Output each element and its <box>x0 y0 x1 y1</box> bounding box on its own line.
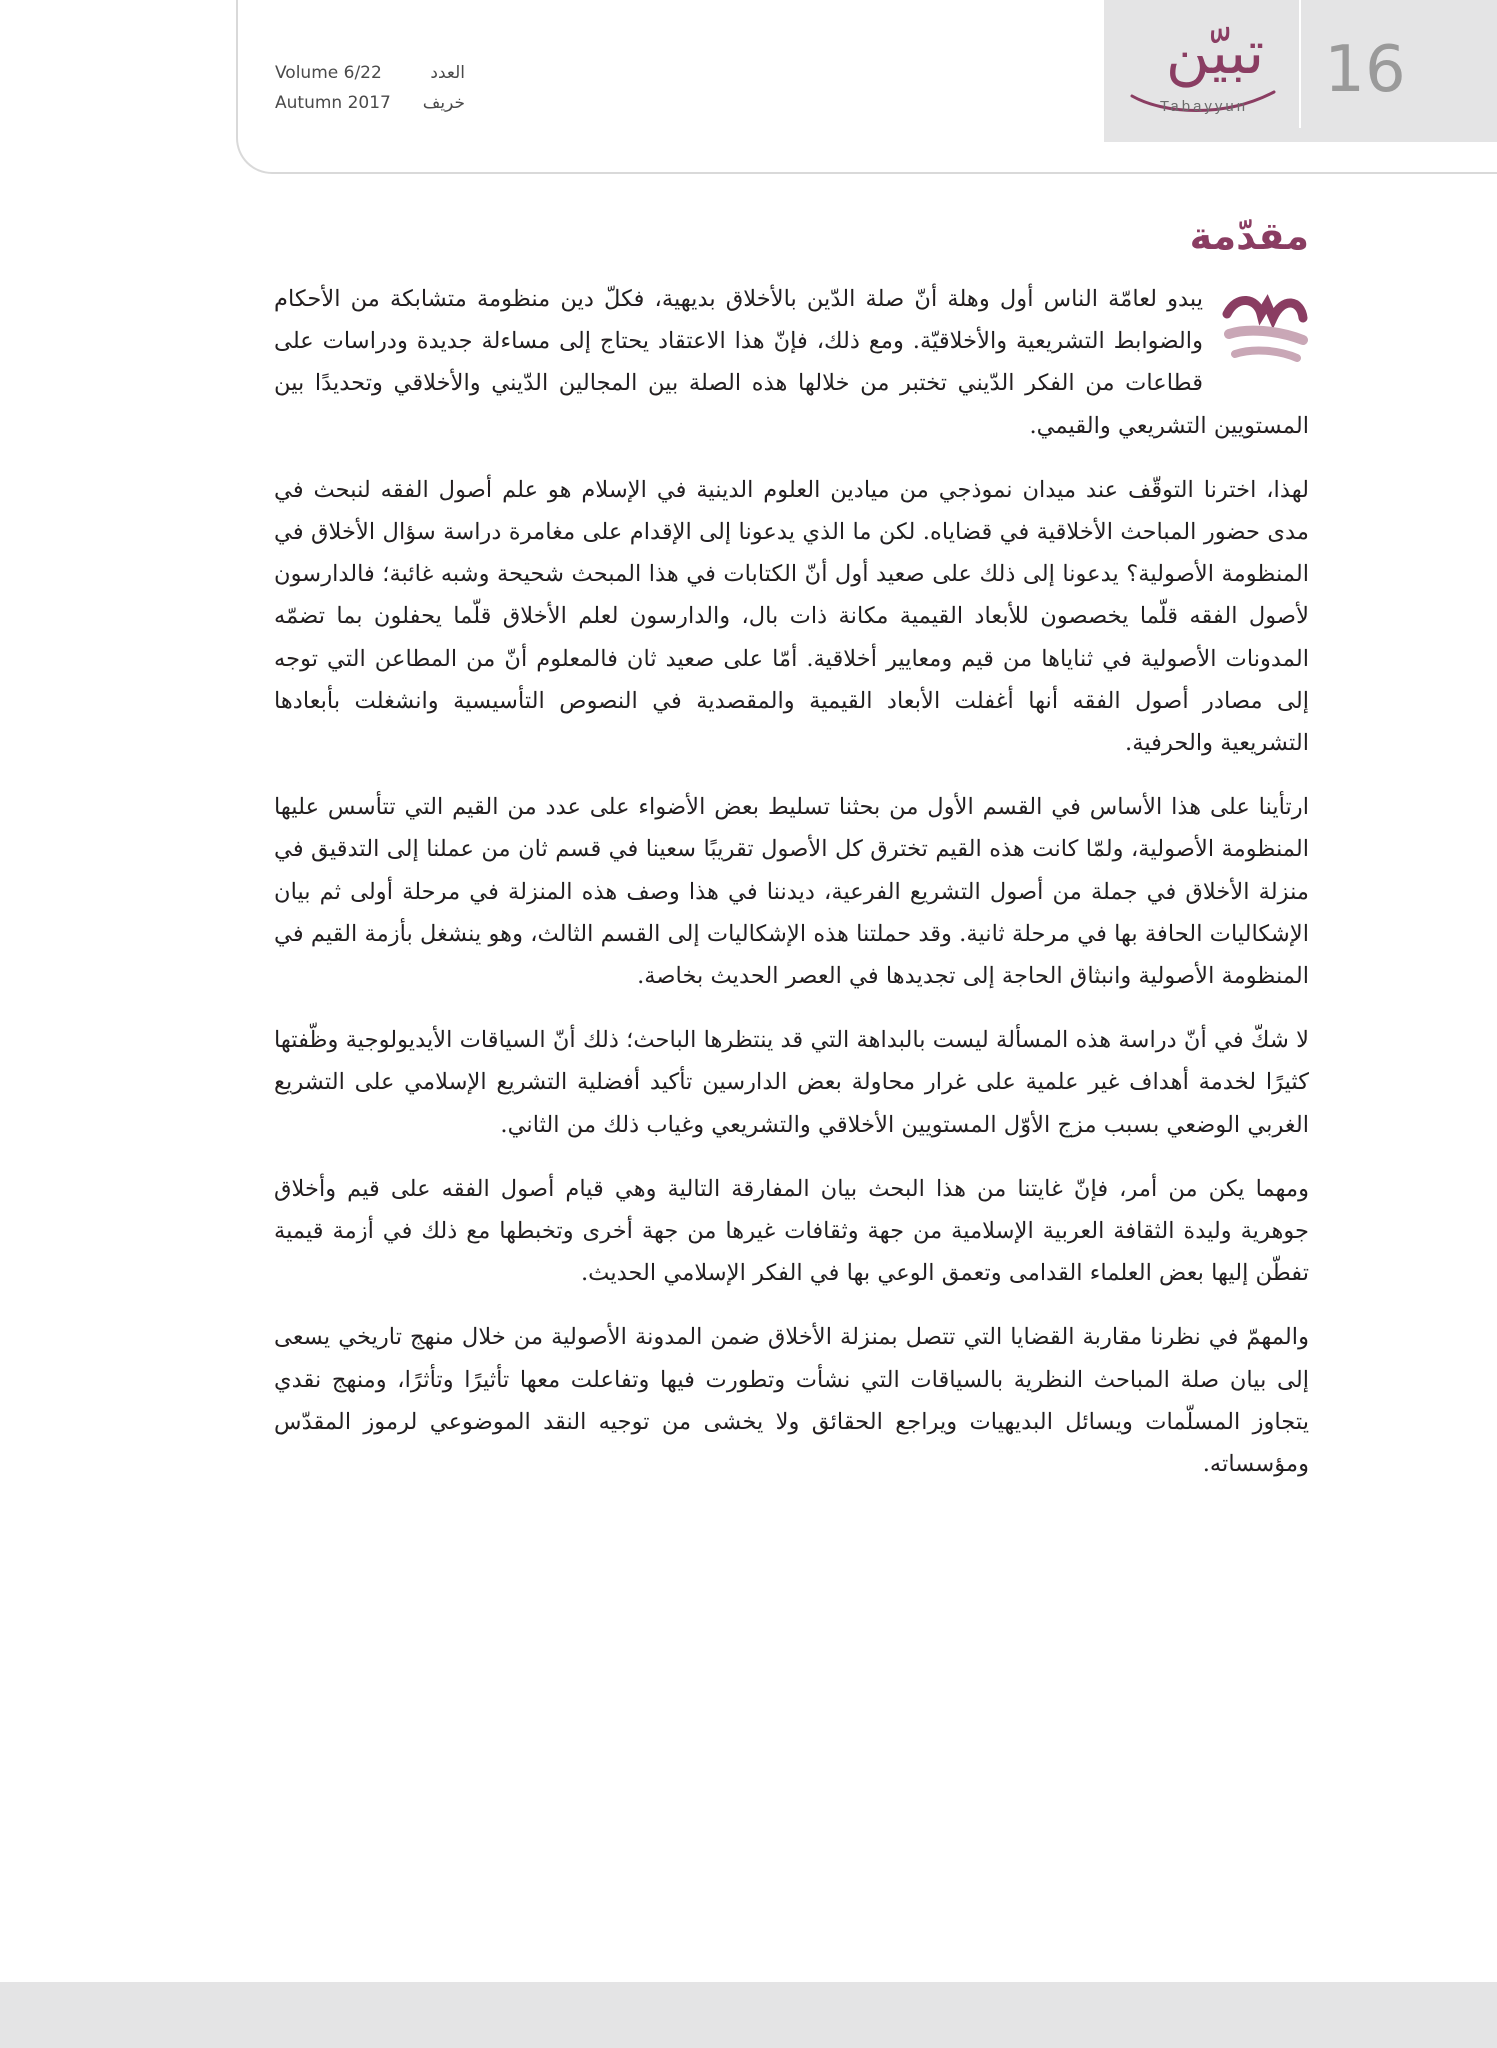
paragraph-6: والمهمّ في نظرنا مقاربة القضايا التي تتصل بمنزلة الأخلاق ضمن المدونة الأصولية من خلال منهج تاريخي يسعى إلى بيان صلة المباحث النظرية بالسياقات التي نشأت وتطورت فيها وتفاعلت معها تأثيرًا وتأثرًا، ومنهج نقدي يتجاوز المسلّمات ويسائل البديهيات ويراجع الحقائق ولا يخشى من توجيه النقد الموضوعي لرموز المقدّس ومؤسساته. <box>274 1324 1309 1478</box>
season-label-en: Autumn 2017 <box>275 93 391 113</box>
issue-volume-line <box>275 58 465 88</box>
section-title: مقدّمة <box>1189 214 1309 258</box>
logo-wordmark-arabic: تبيّن <box>1165 18 1265 88</box>
issue-info <box>275 58 465 118</box>
footer-band <box>0 1982 1497 2048</box>
season-label-ar: خريف <box>422 93 465 113</box>
logo-wordmark-latin: Tabayyun <box>1159 98 1249 115</box>
article-body <box>274 278 1309 1507</box>
paragraph-4: لا شكّ في أنّ دراسة هذه المسألة ليست بالبداهة التي قد ينتظرها الباحث؛ ذلك أنّ السياقات الأيديولوجية وظّفتها كثيرًا لخدمة أهداف غير علمية على غرار محاولة بعض الدارسين تأكيد أفضلية التشريع الإسلامي على التشريع الغربي الوضعي بسبب مزج الأوّل المستويين الأخلاقي والتشريعي وغياب ذلك من الثاني. <box>274 1027 1309 1138</box>
page-number: 16 <box>1324 33 1406 107</box>
dropcap-ornament-icon <box>1217 284 1309 368</box>
issue-label-ar: العدد <box>430 63 465 83</box>
paragraph-1-text: يبدو لعامّة الناس أول وهلة أنّ صلة الدّين بالأخلاق بديهية، فكلّ دين منظومة متشابكة من الأحكام والضوابط التشريعية والأخلاقيّة. ومع ذلك، فإنّ هذا الاعتقاد يحتاج إلى مساءلة جديدة ودراسات على قطاعات من الفكر الدّيني تختبر من خلالها هذه الصلة بين المجالين الدّيني والأخلاقي وتحديدًا بين المستويين التشريعي والقيمي. <box>274 286 1309 439</box>
paragraph-3: ارتأينا على هذا الأساس في القسم الأول من بحثنا تسليط بعض الأضواء على عدد من القيم التي تتأسس عليها المنظومة الأصولية، ولمّا كانت هذه القيم تخترق كل الأصول تقريبًا سعينا في قسم ثان من عملنا إلى التدقيق في منزلة الأخلاق في جملة من أصول التشريع الفرعية، ديدننا في هذا وصف هذه المنزلة في مرحلة أولى ثم بيان الإشكاليات الحافة بها في مرحلة ثانية. وقد حملتنا هذه الإشكاليات إلى القسم الثالث، وهو ينشغل بأزمة القيم في المنظومة الأصولية وانبثاق الحاجة إلى تجديدها في العصر الحديث بخاصة. <box>274 794 1309 990</box>
paragraph-2: لهذا، اخترنا التوقّف عند ميدان نموذجي من ميادين العلوم الدينية في الإسلام هو علم أصول الفقه لنبحث في مدى حضور المباحث الأخلاقية في قضاياه. لكن ما الذي يدعونا إلى الإقدام على مغامرة دراسة سؤال الأخلاق في المنظومة الأصولية؟ يدعونا إلى ذلك على صعيد أول أنّ الكتابات في هذا المبحث شحيحة وشبه غائبة؛ فالدارسون لأصول الفقه قلّما يخصصون للأبعاد القيمية مكانة ذات بال، والدارسون لعلم الأخلاق قلّما يحفلون بما تضمّه المدونات الأصولية في ثناياها من قيم ومعايير أخلاقية. أمّا على صعيد ثان فالمعلوم أنّ من المطاعن التي توجه إلى مصادر أصول الفقه أنها أغفلت الأبعاد القيمية والمقصدية في النصوص التأسيسية وانشغلت بأبعادها التشريعية والحرفية. <box>274 476 1310 757</box>
paragraph-1 <box>274 278 1309 447</box>
issue-season-line <box>275 88 465 118</box>
paragraph-5: ومهما يكن من أمر، فإنّ غايتنا من هذا البحث بيان المفارقة التالية وهي قيام أصول الفقه على قيم وأخلاق جوهرية وليدة الثقافة العربية الإسلامية من جهة وثقافات غيرها من جهة أخرى وتخبطها مع ذلك في أزمة قيمية تفطّن إليها بعض العلماء القدامى وتعمق الوعي بها في الفكر الإسلامي الحديث. <box>274 1175 1309 1287</box>
page-header <box>0 0 1497 176</box>
volume-label: Volume 6/22 <box>275 63 382 83</box>
logo-divider <box>1299 0 1301 128</box>
